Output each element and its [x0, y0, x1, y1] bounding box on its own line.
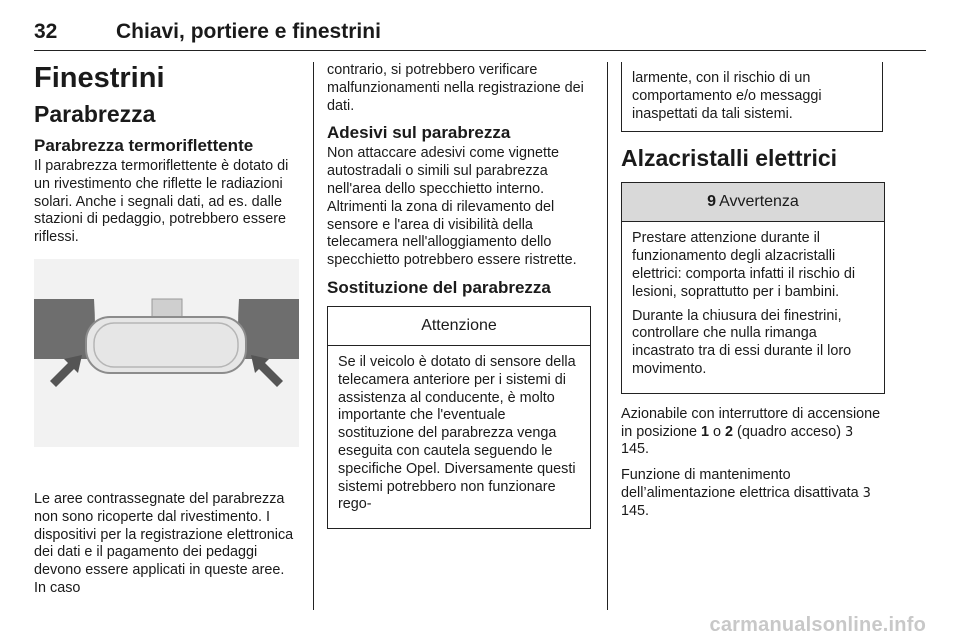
left-arrow-icon: [50, 355, 82, 387]
section-title: Parabrezza: [34, 101, 156, 127]
subsection-title: Parabrezza termoriflettente: [34, 136, 254, 155]
column-1: [34, 62, 299, 606]
keep-power-text: Funzione di mantenimento dell’alimentazione elettrica disattivata: [621, 467, 863, 501]
notice-continued-box: [621, 62, 883, 132]
notice-header: Attenzione: [328, 307, 590, 346]
paragraph-stickers: Non attaccare adesivi come vignette autostradali o simili sul parabrezza nell'area dello specchietto interno. Altrimenti la zona di rilevamento del sensore e l'area di visibilità della telecamera nell'alloggiamento dello specchietto potrebbero essere ristrette.: [327, 145, 577, 269]
windscreen-illustration: [34, 259, 299, 473]
column-2: [327, 62, 593, 529]
section-power-windows-title: Alzacristalli elettrici: [621, 145, 838, 172]
position-1: 1: [701, 423, 710, 440]
warning-title: Avvertenza: [719, 193, 799, 211]
column-3: [621, 62, 885, 529]
page-header: [34, 14, 926, 52]
watermark: carmanualsonline.info: [709, 614, 926, 636]
rearview-mirror: [86, 317, 246, 373]
operation-text-a: Azionabile con interruttore di accensione in posizione: [621, 405, 881, 440]
notice-continued-text: larmente, con il rischio di un comportamento e/o messaggi inaspettati da tali sistemi.: [632, 70, 822, 122]
notice-text: Se il veicolo è dotato di sensore della telecamera anteriore per i sistemi di assistenza al conducente, è molto importante che l'eventuale sostituzione del parabrezza venga eseguita con cautela seguendo le specifiche Opel. Diversamente questi sistemi potrebbero non funzionare rego-: [338, 353, 576, 513]
page-ref-arrow-icon-2: 3: [862, 485, 871, 501]
header-rule: [34, 50, 926, 51]
paragraph-continued: contrario, si potrebbero verificare malfunzionamenti nella registrazione dei dati.: [327, 62, 584, 114]
right-arrow-icon: [251, 355, 283, 387]
paragraph-operation: [621, 406, 885, 459]
section-stickers-title: Adesivi sul parabrezza: [327, 123, 511, 143]
section-replacement-title: Sostituzione del parabrezza: [327, 277, 551, 297]
warning-icon: 9: [707, 193, 717, 211]
running-title: Chiavi, portiere e finestrini: [116, 20, 381, 43]
figure-lower-band: [34, 447, 299, 473]
warning-para-2: Durante la chiusura dei finestrini, controllare che nulla rimanga incastrato tra di essi durante il loro movimento.: [632, 307, 852, 377]
right-marked-area: [238, 299, 299, 359]
chapter-title: Finestrini: [34, 62, 165, 94]
warning-header: [622, 183, 884, 222]
page-ref-1[interactable]: 145.: [621, 441, 650, 458]
warning-box: [621, 182, 885, 393]
column-divider-1: [313, 62, 314, 610]
notice-box: [327, 306, 591, 529]
notice-body: [328, 346, 590, 528]
page-ref-2[interactable]: 145.: [621, 502, 650, 519]
page-number: 32: [34, 20, 58, 43]
paragraph-keep-power: [621, 467, 885, 520]
warning-body: [622, 222, 884, 392]
position-2: 2: [725, 423, 734, 440]
windscreen-svg: [34, 259, 299, 473]
paragraph-heat-reflecting: Il parabrezza termoriflettente è dotato di un rivestimento che riflette le radiazioni solari. Anche i segnali dati, ad es. dalle stazioni di pedaggio, potrebbero essere riflessi.: [34, 158, 289, 246]
page-ref-arrow-icon: 3: [845, 424, 854, 440]
operation-text-b: o: [709, 423, 726, 440]
paragraph-marked-areas: Le aree contrassegnate del parabrezza non sono ricoperte dal rivestimento. I dispositivi per la registrazione elettronica dei dati e il pagamento dei pedaggi devono essere applicati in queste aree. In caso: [34, 490, 294, 596]
warning-para-1: Prestare attenzione durante il funzionamento degli alzacristalli elettrici: comporta infatti il rischio di lesioni, soprattutto per i bambini.: [632, 230, 856, 300]
operation-text-c: (quadro acceso): [733, 423, 846, 440]
column-divider-2: [607, 62, 608, 610]
